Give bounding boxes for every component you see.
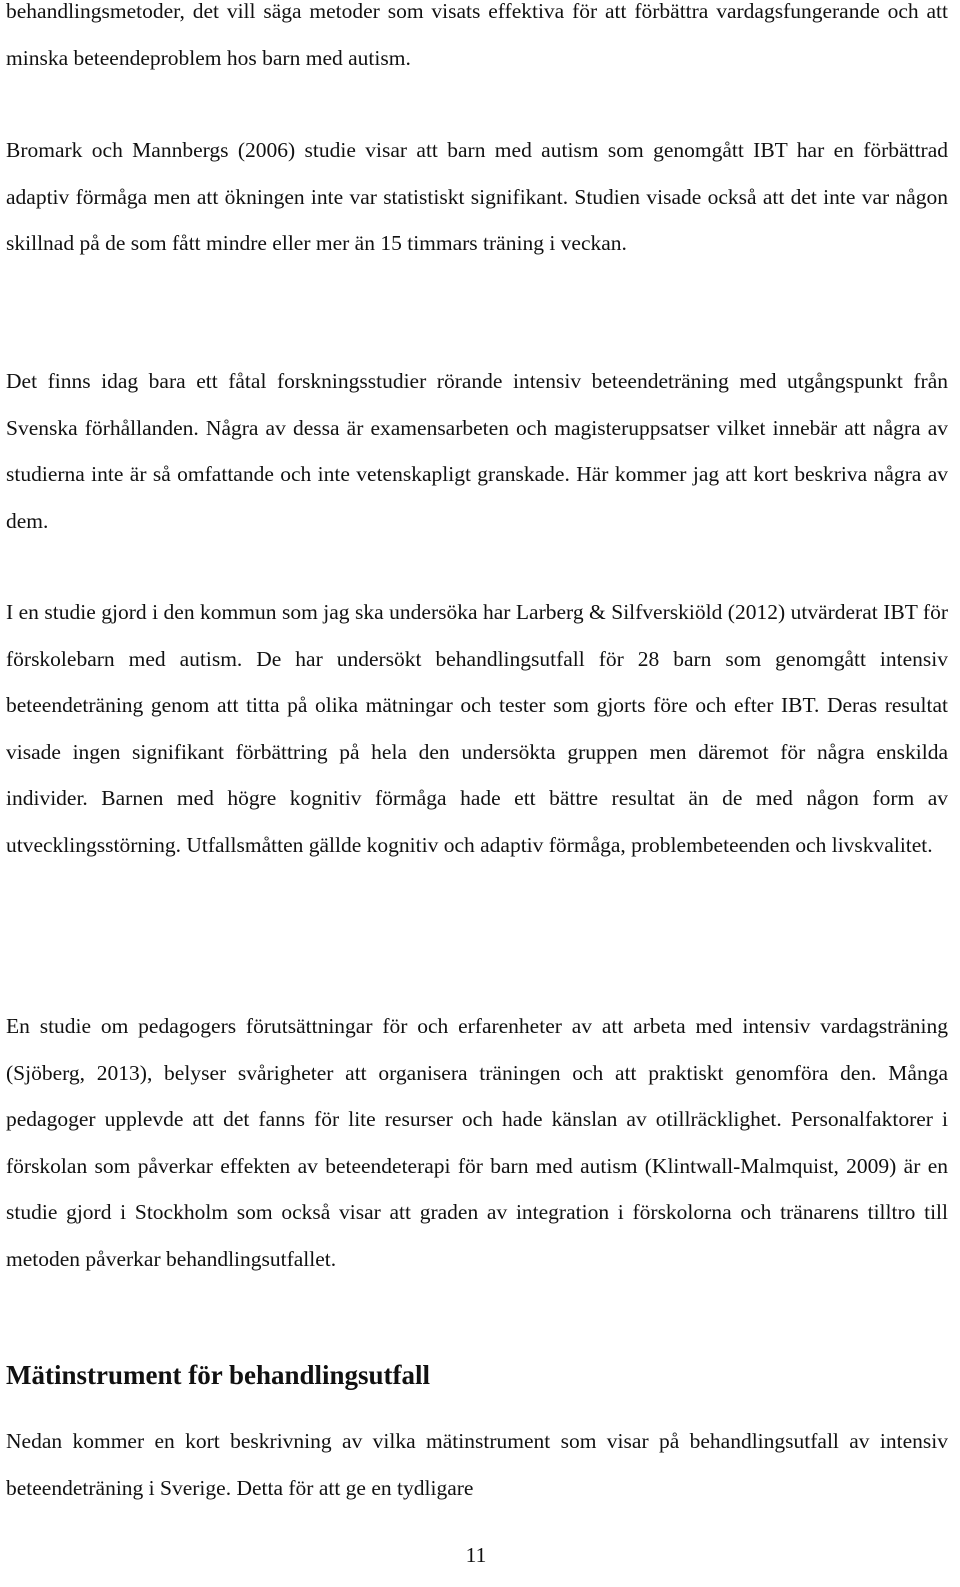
page-number: 11: [465, 1543, 487, 1567]
paragraph-swedish-studies: Det finns idag bara ett fåtal forskningsstudier rörande intensiv beteendeträning med utgångspunkt från Svenska förhållanden. Några av dessa är examensarbeten och magisteruppsatser vilket innebär att några av studierna inte är så omfattande och inte vetenskapligt granskade. Här kommer jag att kort beskriva några av dem.: [6, 369, 948, 533]
paragraph-measurement-intro: Nedan kommer en kort beskrivning av vilka mätinstrument som visar på behandlingsutfall av intensiv beteendeträning i Sverige. Detta för att ge en tydligare: [6, 1429, 948, 1500]
section-heading: Mätinstrument för behandlingsutfall: [6, 1360, 431, 1390]
paragraph-bromark-mannberg: Bromark och Mannbergs (2006) studie visar att barn med autism som genomgått IBT har en förbättrad adaptiv förmåga men att ökningen inte var statistiskt signifikant. Studien visade också att det inte var någon skillnad på de som fått mindre eller mer än 15 timmars träning i veckan.: [6, 138, 948, 255]
paragraph-larberg-silfverskiold: I en studie gjord i den kommun som jag ska undersöka har Larberg & Silfverskiöld (2012) utvärderat IBT för förskolebarn med autism. De har undersökt behandlingsutfall för 28 barn som genomgått intensiv beteendeträning genom att titta på olika mätningar och tester som gjorts före och efter IBT. Deras resultat visade ingen signifikant förbättring på hela den undersökta gruppen men däremot för några enskilda individer. Barnen med högre kognitiv förmåga hade ett bättre resultat än de med någon form av utvecklingsstörning. Utfallsmåtten gällde kognitiv och adaptiv förmåga, problembeteenden och livskvalitet.: [6, 600, 948, 857]
paragraph-sjoberg-klintwall: En studie om pedagogers förutsättningar för och erfarenheter av att arbeta med intensiv vardagsträning (Sjöberg, 2013), belyser svårigheter att organisera träningen och att praktiskt genomföra den. Många pedagoger upplevde att det fanns för lite resurser och hade känslan av otillräcklighet. Personalfaktorer i förskolan som påverkar effekten av beteendeterapi för barn med autism (Klintwall-Malmquist, 2009) är en studie gjord i Stockholm som också visar att graden av integration i förskolorna och tränarens tilltro till metoden påverkar behandlingsutfallet.: [6, 1014, 948, 1271]
paragraph-intro-continuation: behandlingsmetoder, det vill säga metoder som visats effektiva för att förbättra vardagsfungerande och att minska beteendeproblem hos barn med autism.: [6, 0, 948, 70]
